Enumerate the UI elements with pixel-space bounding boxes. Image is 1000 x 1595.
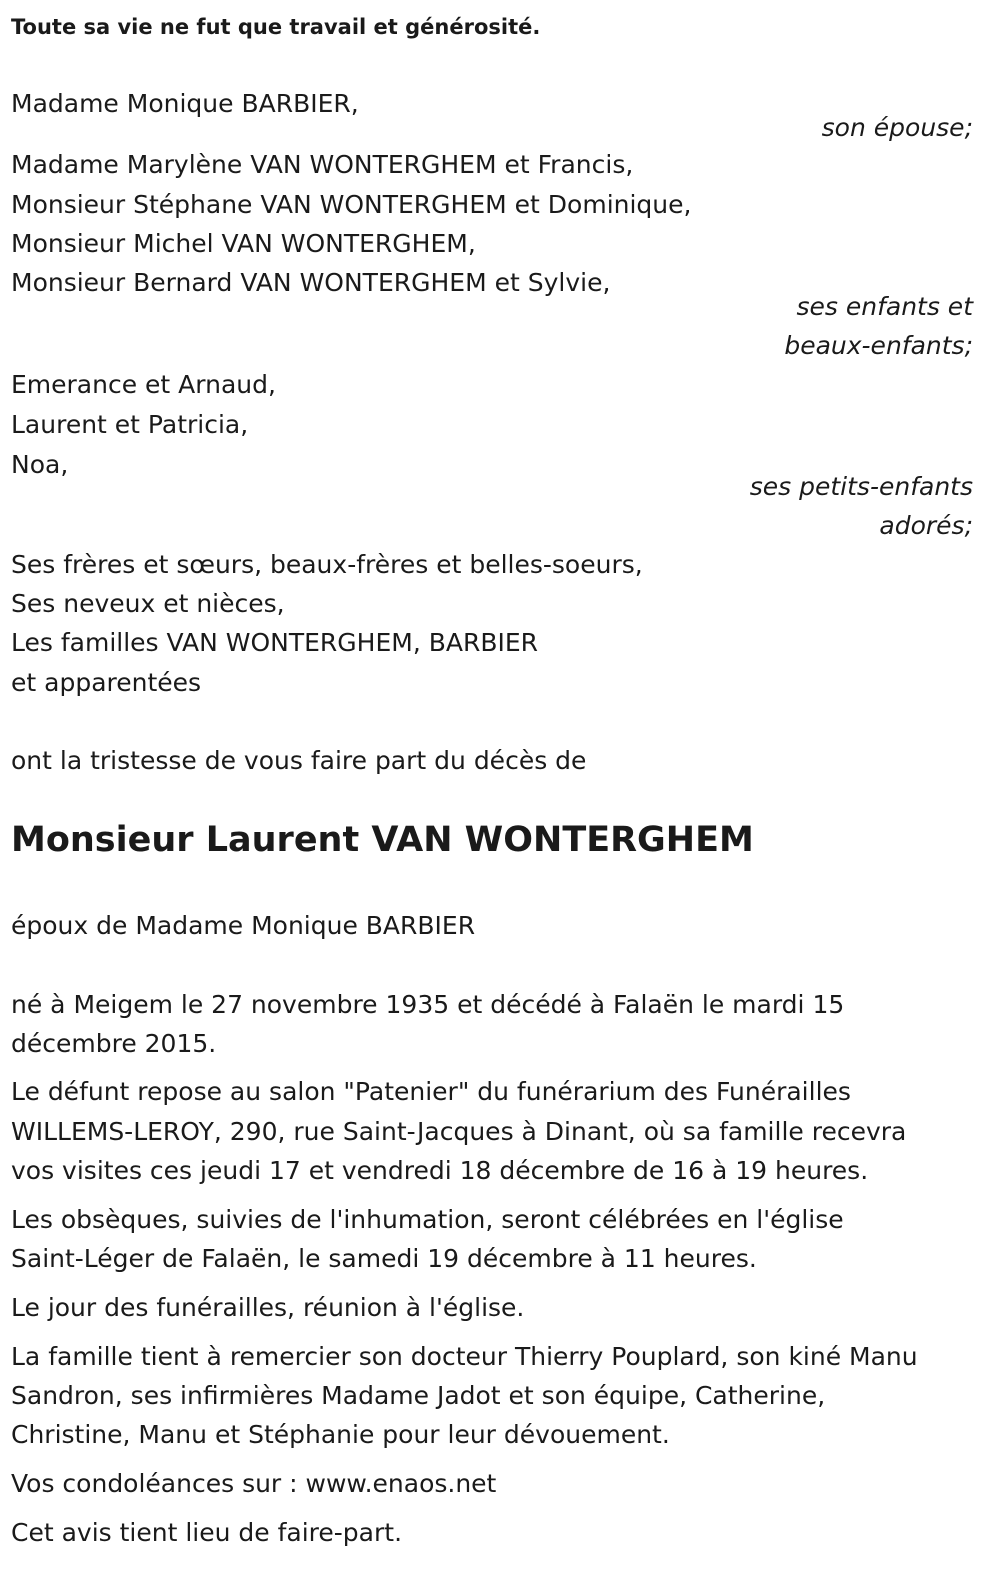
family-line: Ses frères et sœurs, beaux-frères et belles-soeurs,	[11, 550, 643, 579]
closing-line: Cet avis tient lieu de faire-part.	[11, 1518, 403, 1547]
grandchildren-role: adorés;	[879, 511, 973, 540]
child-name: Monsieur Bernard VAN WONTERGHEM et Sylvie,	[11, 268, 611, 297]
children-role: ses enfants et	[796, 292, 973, 321]
children-role: beaux-enfants;	[784, 331, 973, 360]
child-name: Madame Marylène VAN WONTERGHEM et Francis,	[11, 150, 634, 179]
family-line: Ses neveux et nièces,	[11, 589, 285, 618]
deceased-name: Monsieur Laurent VAN WONTERGHEM	[11, 820, 754, 860]
viewing-line: Le défunt repose au salon "Patenier" du funérarium des Funérailles	[11, 1077, 851, 1106]
child-name: Monsieur Michel VAN WONTERGHEM,	[11, 229, 476, 258]
grandchild-name: Emerance et Arnaud,	[11, 370, 276, 399]
family-line: Les familles VAN WONTERGHEM, BARBIER	[11, 628, 539, 657]
grandchild-name: Noa,	[11, 450, 69, 479]
funeral-line: Saint-Léger de Falaën, le samedi 19 décembre à 11 heures.	[11, 1244, 757, 1273]
thanks-line: Sandron, ses infirmières Madame Jadot et son équipe, Catherine,	[11, 1381, 826, 1410]
thanks-line: La famille tient à remercier son docteur Thierry Pouplard, son kiné Manu	[11, 1342, 918, 1371]
motto: Toute sa vie ne fut que travail et générosité.	[11, 15, 541, 39]
spouse-of: époux de Madame Monique BARBIER	[11, 911, 476, 940]
announcement: ont la tristesse de vous faire part du décès de	[11, 746, 587, 775]
funeral-line: Les obsèques, suivies de l'inhumation, seront célébrées en l'église	[11, 1205, 844, 1234]
grandchildren-role: ses petits-enfants	[749, 472, 973, 501]
birth-death-line: né à Meigem le 27 novembre 1935 et décédé à Falaën le mardi 15	[11, 990, 845, 1019]
viewing-line: vos visites ces jeudi 17 et vendredi 18 décembre de 16 à 19 heures.	[11, 1156, 869, 1185]
spouse-role: son épouse;	[821, 113, 973, 142]
condolences-line: Vos condoléances sur : www.enaos.net	[11, 1469, 497, 1498]
viewing-line: WILLEMS-LEROY, 290, rue Saint-Jacques à Dinant, où sa famille recevra	[11, 1117, 907, 1146]
family-line: et apparentées	[11, 668, 202, 697]
spouse-name: Madame Monique BARBIER,	[11, 89, 359, 118]
child-name: Monsieur Stéphane VAN WONTERGHEM et Dominique,	[11, 190, 692, 219]
birth-death-line: décembre 2015.	[11, 1029, 217, 1058]
grandchild-name: Laurent et Patricia,	[11, 410, 249, 439]
meeting-line: Le jour des funérailles, réunion à l'église.	[11, 1293, 525, 1322]
thanks-line: Christine, Manu et Stéphanie pour leur dévouement.	[11, 1420, 670, 1449]
